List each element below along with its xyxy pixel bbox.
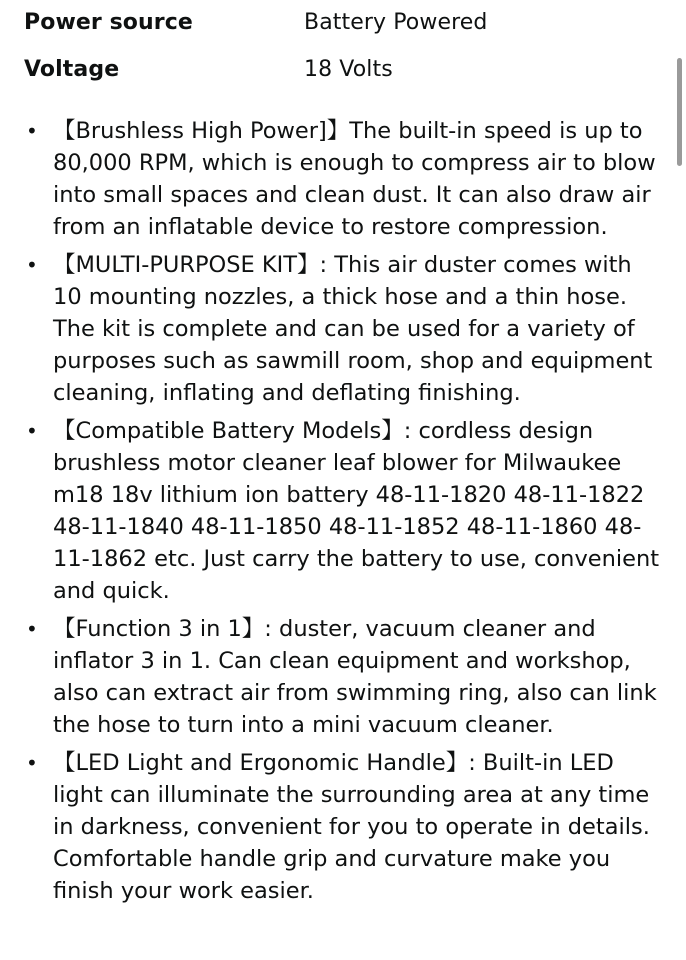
- vertical-scrollbar[interactable]: [677, 58, 682, 166]
- bottom-fade: [0, 952, 686, 960]
- bullet-dot-icon: •: [26, 119, 38, 143]
- bullet-dot-icon: •: [26, 617, 38, 641]
- spec-label: Voltage: [24, 57, 120, 82]
- feature-bullet: [24, 115, 664, 243]
- product-spec-table: [24, 0, 644, 95]
- feature-bullet: [24, 249, 664, 409]
- feature-bullet-text: 【Brushless High Power]】The built-in speed is up to 80,000 RPM, which is enough to compress air to blow into small spaces and clean dust. It can also draw air from an inflatable device to restore compression.: [53, 118, 656, 240]
- feature-bullet-text: 【MULTI-PURPOSE KIT】: This air duster comes with 10 mounting nozzles, a thick hose and a thin hose. The kit is complete and can be used for a variety of purposes such as sawmill room, shop and equipment cleaning, inflating and deflating finishing.: [53, 252, 653, 406]
- spec-row-voltage: [24, 44, 644, 95]
- feature-bullet-text: 【Compatible Battery Models】: cordless design brushless motor cleaner leaf blower for Milwaukee m18 18v lithium ion battery 48-11-1820 48-11-1822 48-11-1840 48-11-1850 48-11-1852 48-11-1860 48-11-1862 etc. Just carry the battery to use, convenient and quick.: [53, 418, 660, 604]
- bullet-dot-icon: •: [26, 751, 38, 775]
- spec-value: 18 Volts: [304, 57, 393, 82]
- about-this-item-list: [24, 115, 664, 913]
- feature-bullet: [24, 415, 664, 607]
- bullet-dot-icon: •: [26, 253, 38, 277]
- feature-bullet-text: 【Function 3 in 1】: duster, vacuum cleaner and inflator 3 in 1. Can clean equipment and workshop, also can extract air from swimming ring, also can link the hose to turn into a mini vacuum cleaner.: [53, 616, 657, 738]
- spec-label: Power source: [24, 9, 193, 35]
- feature-bullet: [24, 613, 664, 741]
- spec-value: Battery Powered: [304, 9, 488, 35]
- feature-bullet-text: 【LED Light and Ergonomic Handle】: Built-in LED light can illuminate the surrounding area at any time in darkness, convenient for you to operate in details. Comfortable handle grip and curvature make you finish your work easier.: [53, 750, 650, 904]
- bullet-dot-icon: •: [26, 419, 38, 443]
- feature-bullet: [24, 747, 664, 907]
- spec-row-power-source: [24, 0, 644, 44]
